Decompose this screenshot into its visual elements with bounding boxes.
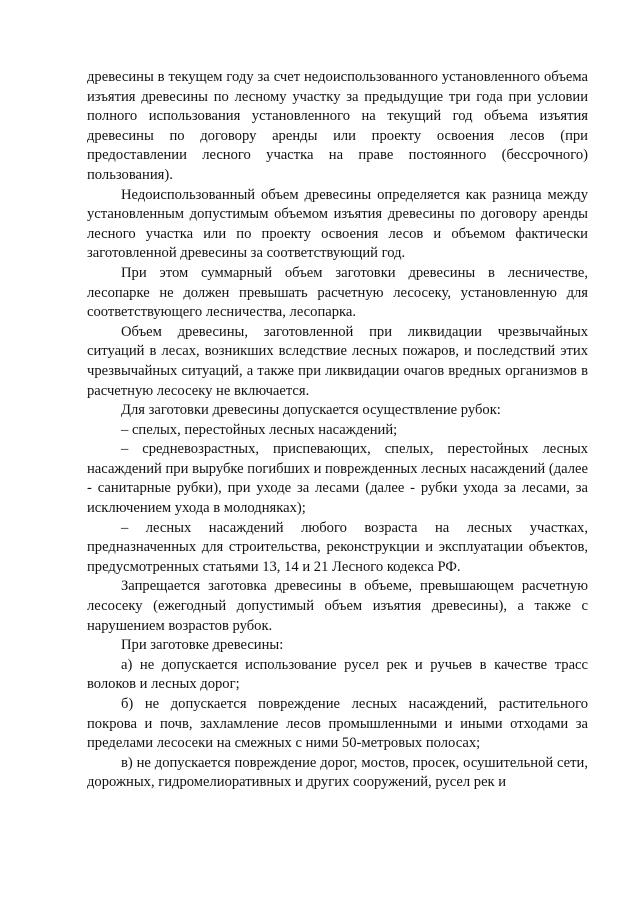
paragraph-allowed-cuttings: Для заготовки древесины допускается осуществление рубок: [121, 402, 501, 419]
rule-item-b: б) не допускается повреждение лесных насаждений, растительного покрова и почв, захламление лесов промышленными и иными отходами за пределами лесосеки на смежных с ними 50-метровых полосах; [87, 696, 588, 752]
rule-item-c: в) не допускается повреждение дорог, мостов, просек, осушительной сети, дорожных, гидромелиоративных и других сооружений, русел рек и [87, 754, 588, 791]
paragraph-total-volume: При этом суммарный объем заготовки древесины в лесничестве, лесопарке не должен превышать расчетную лесосеку, установленную для соответствующего лесничества, лесопарка. [87, 264, 588, 321]
paragraph-unused-volume: Недоиспользованный объем древесины определяется как разница между установленным допустимым объемом изъятия древесины по договору аренды лесного участка или по проекту освоения лесов и объемом фактически заготовленной древесины за соответствующий год. [87, 186, 588, 262]
list-item-sanitary-cuttings: – средневозрастных, приспевающих, спелых, перестойных лесных насаждений при вырубке погибших и поврежденных лесных насаждений (далее - санитарные рубки), при уходе за лесами (далее - рубки ухода за лесами, за исключением ухода в молодняках); [87, 441, 588, 517]
paragraph-continuation: древесины в текущем году за счет недоиспользованного установленного объема изъятия древесины по лесному участку за предыдущие три года при условии полного использования установленного на текущий год объема изъятия древесины по договору аренды или проекту освоения лесов (при предоставлении лесного участка на праве постоянного (бессрочного) пользования). [87, 69, 588, 183]
rule-item-a: а) не допускается использование русел рек и ручьев в качестве трасс волоков и лесных дорог; [87, 656, 588, 693]
list-item-construction-plots: – лесных насаждений любого возраста на лесных участках, предназначенных для строительства, реконструкции и эксплуатации объектов, предусмотренных статьями 13, 14 и 21 Лесного кодекса РФ. [87, 519, 588, 575]
document-body [87, 68, 588, 793]
paragraph-prohibition: Запрещается заготовка древесины в объеме, превышающем расчетную лесосеку (ежегодный допустимый объем изъятия древесины), а также с нарушением возрастов рубок. [87, 578, 588, 634]
paragraph-harvest-rules-intro: При заготовке древесины: [121, 637, 284, 654]
paragraph-emergency-volume: Объем древесины, заготовленной при ликвидации чрезвычайных ситуаций в лесах, возникших вследствие лесных пожаров, и последствий этих чрезвычайных ситуаций, а также при ликвидации очагов вредных организмов в расчетную лесосеку не включается. [87, 323, 588, 399]
list-item-mature-stands: – спелых, перестойных лесных насаждений; [121, 421, 398, 438]
